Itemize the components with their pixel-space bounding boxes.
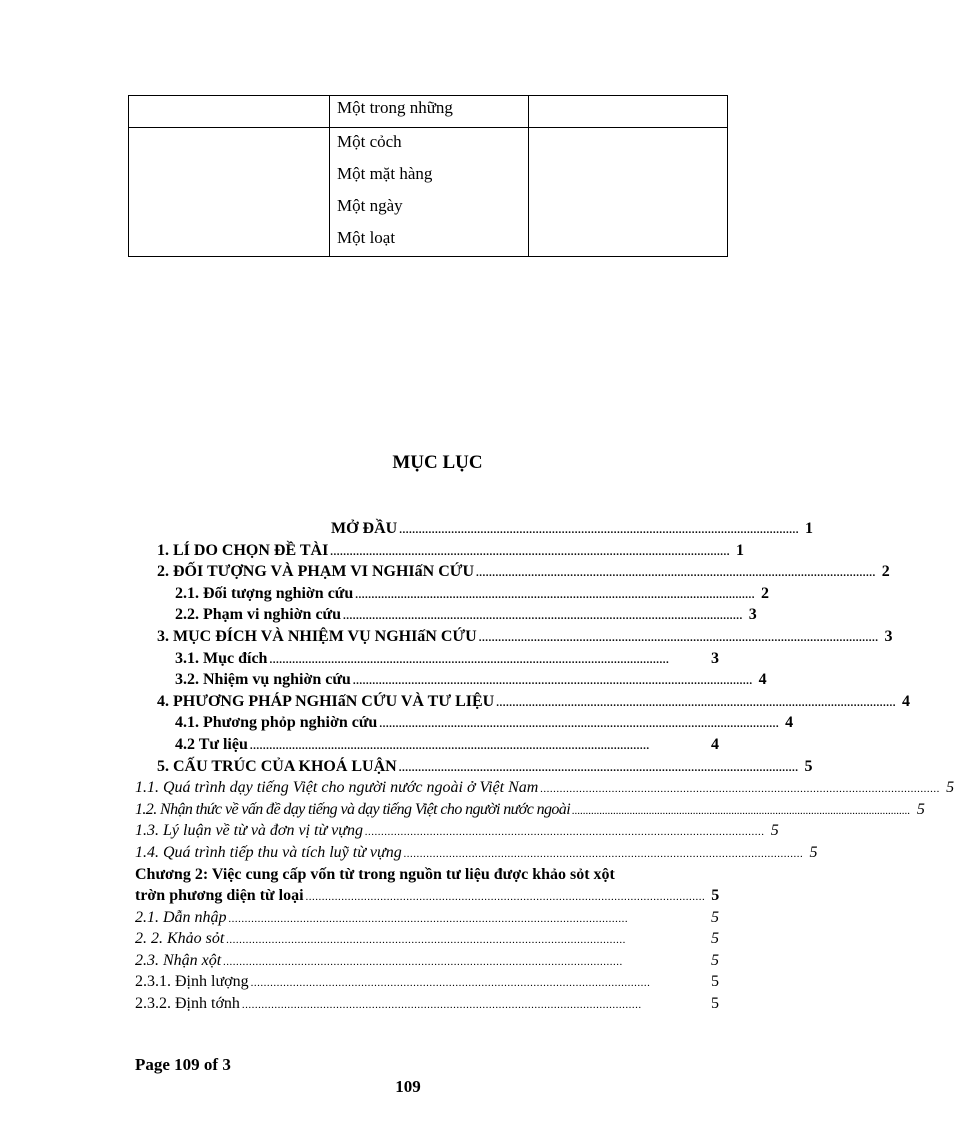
toc-leader: ........................................................................................................................... bbox=[379, 718, 780, 731]
page-number: 109 bbox=[395, 1077, 421, 1096]
toc-entry-page: 5 bbox=[711, 930, 719, 948]
table-cell bbox=[330, 128, 529, 257]
toc-entry-text: Chương 2: Việc cung cấp vốn từ trong nguồn tư liệu được khảo sỏt xột bbox=[135, 865, 615, 883]
vocabulary-table bbox=[128, 95, 728, 257]
toc-entry bbox=[135, 993, 719, 1015]
toc-entry-page: 4 bbox=[785, 714, 794, 732]
toc-entry bbox=[135, 756, 813, 778]
table-cell: Một trong những bbox=[330, 96, 529, 128]
toc-entry bbox=[135, 777, 954, 799]
toc-leader: ........................................................................................................................... bbox=[228, 912, 629, 925]
toc-entry-page: 5 bbox=[711, 951, 719, 969]
toc-entry-text: 4.1. Phương phỏp nghiờn cứu bbox=[175, 714, 378, 732]
toc-entry-text: 1.2. Nhận thức về vấn đề dạy tiếng và dạy tiếng Việt cho người nước ngoài bbox=[135, 800, 571, 818]
toc-entry-page: 3 bbox=[748, 606, 757, 624]
toc-title: MỤC LỤC bbox=[392, 452, 483, 473]
toc-leader: ........................................................................................................................... bbox=[249, 739, 650, 752]
toc-entry-page: 5 bbox=[804, 757, 813, 775]
table-row bbox=[129, 128, 728, 257]
toc-entry bbox=[135, 604, 757, 626]
toc-entry-text: MỞ ĐẦU bbox=[331, 520, 398, 537]
toc-leader: ........................................................................................................................... bbox=[269, 653, 670, 666]
toc-entry-text: 4. PHƯƠNG PHÁP NGHIấN CỨU VÀ TƯ LIỆU bbox=[157, 692, 495, 710]
toc-leader: ........................................................................................................................... bbox=[226, 934, 627, 947]
table-cell-line: Một ngày bbox=[337, 196, 403, 215]
toc-entry-page: 5 bbox=[809, 843, 818, 861]
toc-entry-page: 5 bbox=[711, 995, 719, 1013]
toc-leader: ........................................................................................................................... bbox=[352, 675, 753, 688]
toc-entry-text: trờn phương diện từ loại bbox=[135, 887, 304, 905]
toc-entry-page: 4 bbox=[758, 671, 767, 689]
toc-leader: ........................................................................................................................... bbox=[398, 761, 799, 774]
toc-entry bbox=[135, 626, 893, 648]
table-cell bbox=[529, 128, 728, 257]
toc-entry-page: 4 bbox=[711, 735, 719, 753]
toc-entry-text: 2.3. Nhận xột bbox=[135, 951, 222, 969]
toc-entry-text: 3. MỤC ĐÍCH VÀ NHIỆM VỤ NGHIấN CỨU bbox=[157, 627, 477, 645]
toc-entry-text: 3.2. Nhiệm vụ nghiờn cứu bbox=[175, 671, 351, 689]
toc-entry-page: 2 bbox=[881, 563, 890, 581]
table-cell-line: Một loạt bbox=[337, 228, 396, 247]
table-cell bbox=[129, 96, 330, 128]
table-row bbox=[129, 96, 728, 128]
toc-entry-page: 4 bbox=[901, 692, 910, 710]
toc-entry-text: 2. ĐỐI TƯỢNG VÀ PHẠM VI NGHIấN CỨU bbox=[157, 563, 475, 581]
toc-entry-text: 2.3.2. Định tớnh bbox=[135, 995, 240, 1013]
toc-entry-page: 2 bbox=[761, 584, 770, 602]
toc-entry-text: 3.1. Mục đích bbox=[175, 649, 268, 667]
toc-leader: ........................................................................................................................... bbox=[330, 545, 731, 558]
toc-leader: ........................................................................................................................... bbox=[250, 977, 651, 990]
table-cell bbox=[129, 128, 330, 257]
toc-entry-page: 5 bbox=[711, 973, 719, 991]
toc-leader: ........................................................................................................................... bbox=[478, 631, 879, 644]
toc-entry bbox=[135, 561, 890, 583]
toc-entry-text: 1. LÍ DO CHỌN ĐỀ TÀI bbox=[157, 541, 329, 559]
toc-entry bbox=[135, 691, 910, 713]
table-cell bbox=[529, 96, 728, 128]
toc-entry bbox=[135, 820, 779, 842]
toc-entry-text: 5. CẤU TRÚC CỦA KHOÁ LUẬN bbox=[157, 757, 397, 775]
toc-entry-page: 5 bbox=[916, 800, 925, 818]
toc-entry-page: 5 bbox=[711, 908, 719, 926]
toc-entry-text: 1.3. Lý luận về từ và đơn vị từ vựng bbox=[135, 822, 364, 840]
toc-entry-page: 5 bbox=[946, 779, 954, 797]
toc-entry-page: 5 bbox=[711, 887, 720, 905]
toc-leader: ........................................................................................................................... bbox=[399, 524, 799, 536]
toc-entry-page: 1 bbox=[804, 520, 813, 537]
toc-entry bbox=[135, 928, 719, 950]
toc-entry-text: 2.1. Đối tượng nghiờn cứu bbox=[175, 584, 354, 602]
toc-leader: ........................................................................................................................... bbox=[572, 804, 911, 817]
toc-entry bbox=[135, 712, 794, 734]
page-label: Page 109 of 3 bbox=[135, 1055, 231, 1074]
toc-entry bbox=[135, 734, 719, 756]
toc-leader: ........................................................................................................................... bbox=[223, 955, 623, 968]
toc-leader: ........................................................................................................................... bbox=[241, 999, 642, 1012]
toc-entry bbox=[135, 669, 767, 691]
toc-leader: ........................................................................................................................... bbox=[496, 696, 896, 709]
toc-entry-text: 2.3.1. Định lượng bbox=[135, 973, 249, 991]
toc-leader: ........................................................................................................................... bbox=[403, 847, 804, 860]
toc-entry bbox=[135, 648, 719, 670]
toc-entry-text: 2.2. Phạm vi nghiờn cứu bbox=[175, 606, 342, 624]
toc-entry-text: 2.1. Dẫn nhập bbox=[135, 908, 227, 926]
toc-entry-page: 3 bbox=[711, 649, 719, 667]
toc-entry-page: 1 bbox=[736, 541, 745, 559]
toc-entry bbox=[135, 950, 719, 972]
toc-entry-page: 5 bbox=[770, 822, 779, 840]
toc-entry bbox=[135, 799, 925, 821]
toc-entry bbox=[135, 885, 719, 907]
toc-entry bbox=[135, 583, 770, 605]
toc-leader: ........................................................................................................................... bbox=[540, 783, 941, 796]
toc-leader: ........................................................................................................................... bbox=[476, 567, 876, 580]
toc-entry-text: 1.4. Quá trình tiếp thu và tích luỹ từ vựng bbox=[135, 843, 402, 861]
table-of-contents bbox=[135, 518, 954, 1015]
toc-entry-text: 4.2 Tư liệu bbox=[175, 735, 248, 753]
toc-leader: ........................................................................................................................... bbox=[355, 588, 756, 601]
table-cell-line: Một mặt hàng bbox=[337, 164, 433, 183]
toc-leader: ........................................................................................................................... bbox=[365, 826, 765, 839]
toc-leader: ........................................................................................................................... bbox=[343, 610, 743, 623]
toc-entry bbox=[135, 540, 745, 562]
toc-entry bbox=[135, 842, 818, 864]
toc-entry bbox=[135, 907, 719, 929]
toc-entry-text: 2. 2. Khảo sỏt bbox=[135, 930, 225, 948]
toc-entry-text: 1.1. Quá trình dạy tiếng Việt cho người nước ngoài ở Việt Nam bbox=[135, 779, 539, 797]
toc-entry bbox=[135, 971, 719, 993]
toc-entry-page: 3 bbox=[884, 627, 893, 645]
table-cell-line: Một cỏch bbox=[337, 132, 402, 151]
toc-entry bbox=[135, 518, 813, 540]
toc-leader: ........................................................................................................................... bbox=[305, 891, 706, 904]
